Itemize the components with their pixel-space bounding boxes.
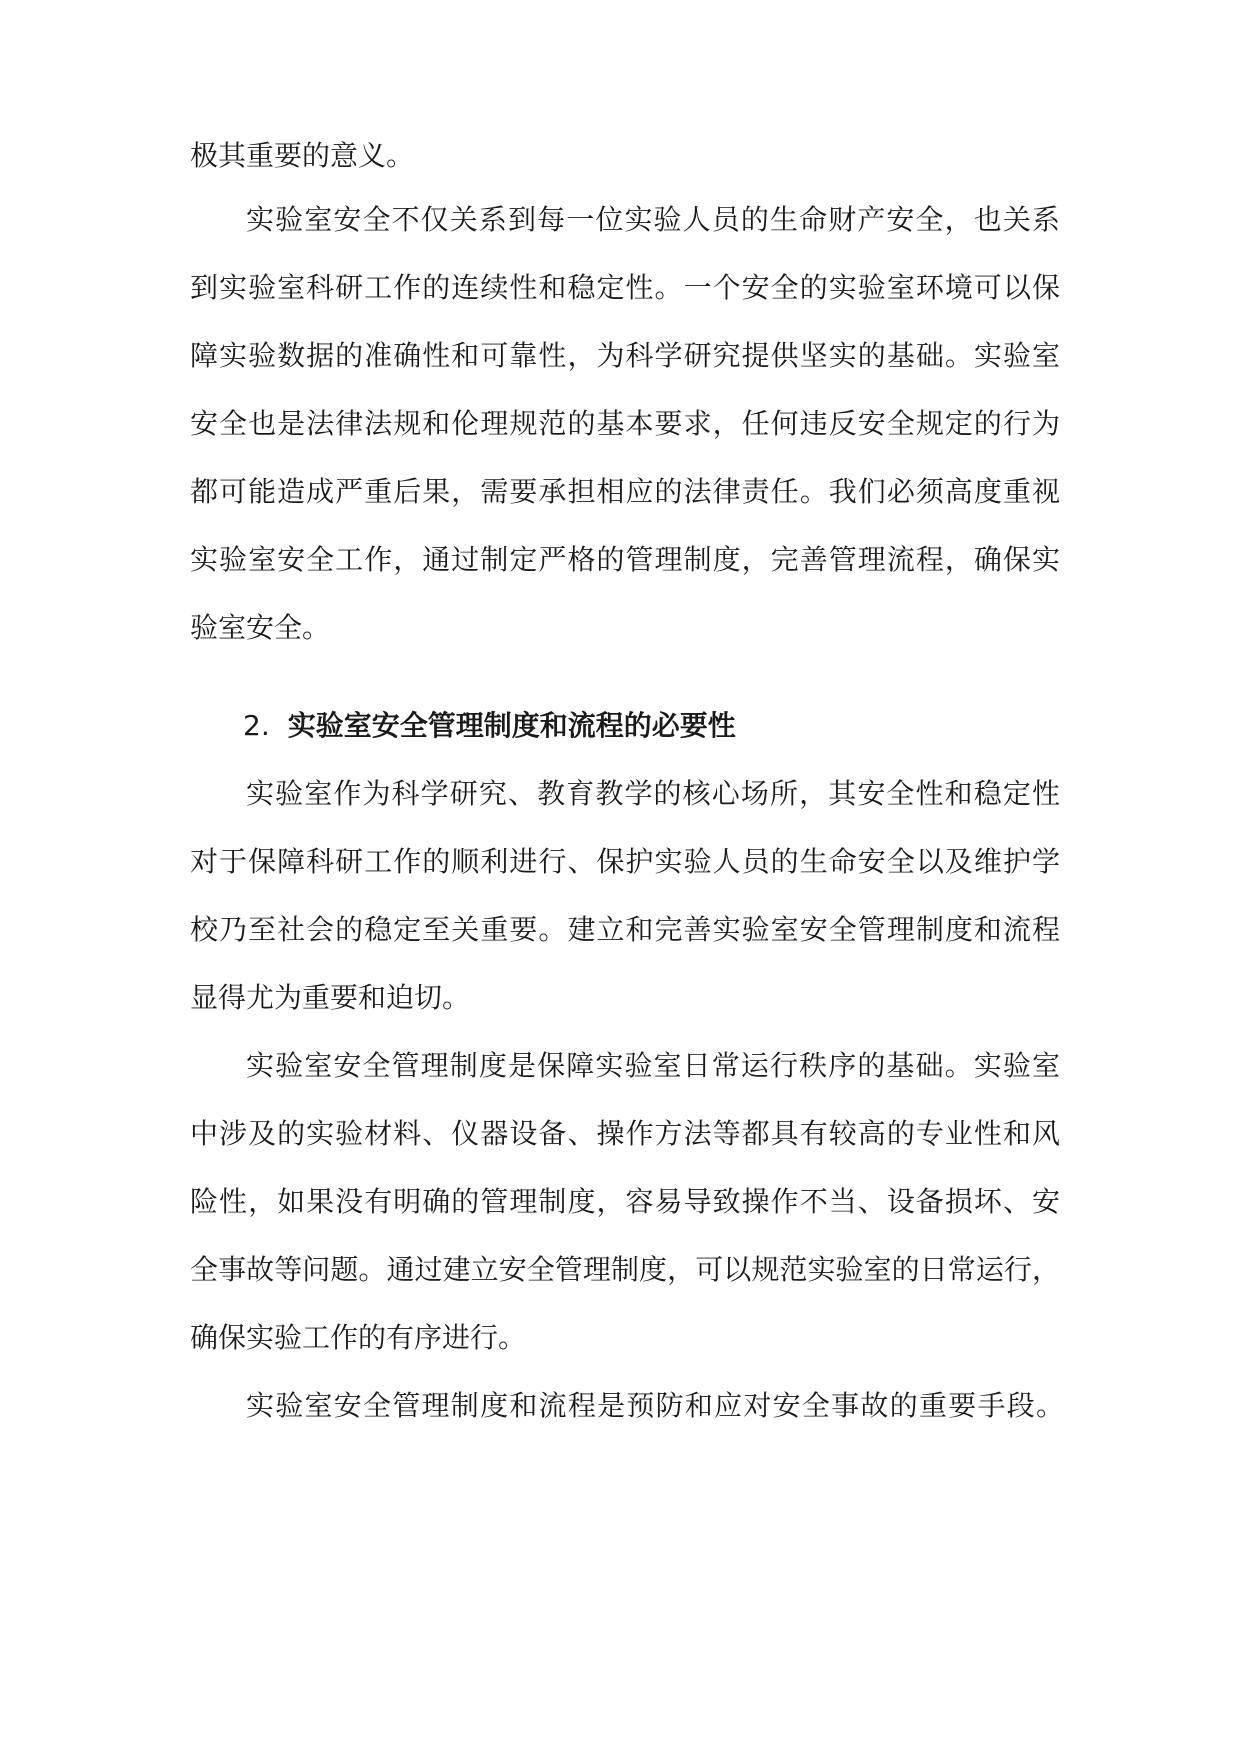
paragraph-line: 险性，如果没有明确的管理制度，容易导致操作不当、设备损坏、安 xyxy=(190,1185,1060,1218)
paragraph-line: 到实验室科研工作的连续性和稳定性。一个安全的实验室环境可以保 xyxy=(190,271,1060,304)
paragraph-line: 障实验数据的准确性和可靠性，为科学研究提供坚实的基础。实验室 xyxy=(190,339,1060,372)
section-number: 2. xyxy=(243,709,270,742)
paragraph-line: 都可能造成严重后果，需要承担相应的法律责任。我们必须高度重视 xyxy=(190,475,1060,508)
paragraph-line: 极其重要的意义。 xyxy=(190,139,415,172)
paragraph-line: 全事故等问题。通过建立安全管理制度，可以规范实验室的日常运行， xyxy=(190,1253,1060,1286)
paragraph-line: 确保实验工作的有序进行。 xyxy=(190,1321,527,1354)
paragraph-line: 实验室作为科学研究、教育教学的核心场所，其安全性和稳定性 xyxy=(246,777,1060,810)
paragraph-line: 实验室安全管理制度和流程是预防和应对安全事故的重要手段。 xyxy=(246,1389,1064,1422)
paragraph-line: 显得尤为重要和迫切。 xyxy=(190,981,471,1014)
section-title: 实验室安全管理制度和流程的必要性 xyxy=(287,709,736,742)
paragraph-line: 实验室安全管理制度是保障实验室日常运行秩序的基础。实验室 xyxy=(246,1049,1060,1082)
paragraph-line: 安全也是法律法规和伦理规范的基本要求，任何违反安全规定的行为 xyxy=(190,407,1060,440)
paragraph-line: 中涉及的实验材料、仪器设备、操作方法等都具有较高的专业性和风 xyxy=(190,1117,1060,1150)
paragraph-line: 对于保障科研工作的顺利进行、保护实验人员的生命安全以及维护学 xyxy=(190,845,1060,878)
section-heading xyxy=(243,706,736,746)
paragraph-line: 实验室安全工作，通过制定严格的管理制度，完善管理流程，确保实 xyxy=(190,543,1060,576)
paragraph-line: 校乃至社会的稳定至关重要。建立和完善实验室安全管理制度和流程 xyxy=(190,913,1060,946)
paragraph-line: 验室安全。 xyxy=(190,611,331,644)
paragraph-line: 实验室安全不仅关系到每一位实验人员的生命财产安全，也关系 xyxy=(246,203,1060,236)
